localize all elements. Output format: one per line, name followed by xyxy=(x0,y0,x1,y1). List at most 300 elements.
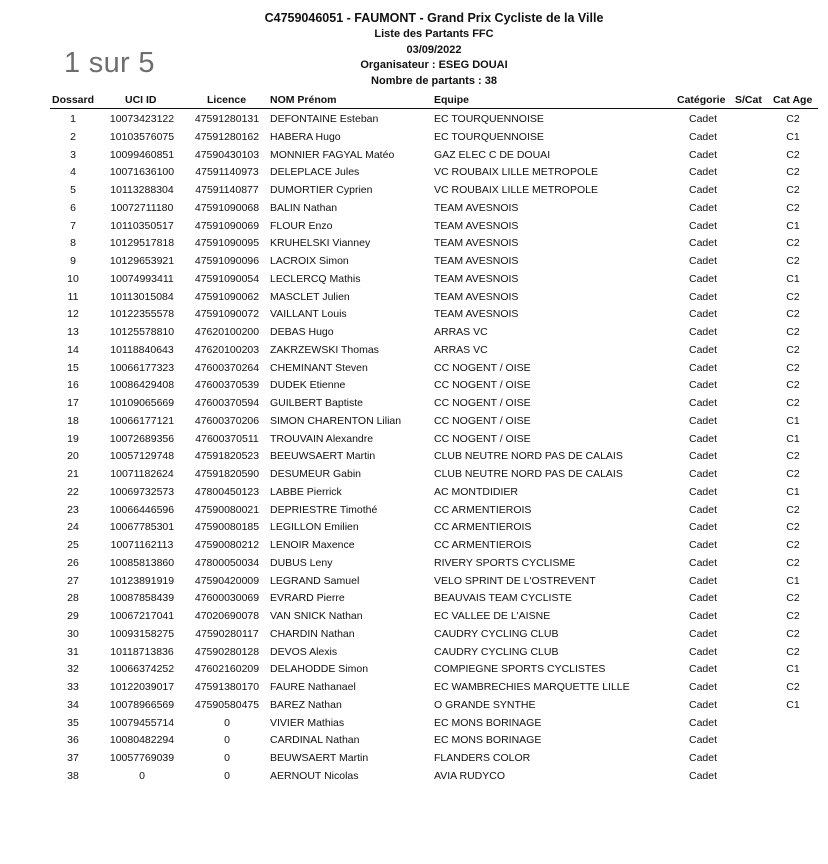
cell-uci-id: 10066374252 xyxy=(109,663,175,676)
cell-dossard: 32 xyxy=(67,663,79,676)
cell-categorie: Cadet xyxy=(688,361,718,374)
cell-uci-id: 10072711180 xyxy=(110,201,174,214)
cell-categorie: Cadet xyxy=(688,663,718,676)
cell-uci-id: 10066446596 xyxy=(109,503,175,516)
cell-equipe: AC MONTDIDIER xyxy=(434,485,518,498)
cell-cat-age: C2 xyxy=(786,255,800,267)
cell-uci-id: 10113288304 xyxy=(110,184,174,196)
table-row xyxy=(0,377,828,395)
cell-dossard: 20 xyxy=(67,450,79,463)
cell-licence: 47590080185 xyxy=(194,521,260,534)
cell-equipe: CLUB NEUTRE NORD PAS DE CALAIS xyxy=(434,468,623,480)
cell-uci-id: 10057769039 xyxy=(109,752,175,764)
cell-licence: 47600370206 xyxy=(194,414,260,427)
table-row xyxy=(0,697,828,715)
table-row xyxy=(0,360,828,378)
cell-nom: MONNIER FAGYAL Matéo xyxy=(270,148,395,161)
cell-equipe: CAUDRY CYCLING CLUB xyxy=(434,627,559,640)
cell-dossard: 14 xyxy=(67,343,79,356)
table-row xyxy=(0,147,828,165)
cell-dossard: 1 xyxy=(70,113,76,125)
cell-equipe: CLUB NEUTRE NORD PAS DE CALAIS xyxy=(434,450,623,463)
cell-dossard: 34 xyxy=(67,698,79,711)
cell-uci-id: 10078966569 xyxy=(109,698,175,711)
cell-equipe: EC TOURQUENNOISE xyxy=(434,113,544,125)
cell-licence: 47590080021 xyxy=(194,503,260,516)
cell-categorie: Cadet xyxy=(688,627,718,640)
cell-cat-age: C2 xyxy=(786,113,800,125)
cell-licence: 47800050034 xyxy=(194,556,260,569)
cell-equipe: ARRAS VC xyxy=(434,343,488,356)
cell-categorie: Cadet xyxy=(688,769,718,782)
cell-equipe: EC TOURQUENNOISE xyxy=(434,130,544,143)
table-row xyxy=(0,519,828,537)
cell-uci-id: 10129653921 xyxy=(109,255,175,267)
cell-uci-id: 10069732573 xyxy=(109,485,175,498)
cell-dossard: 10 xyxy=(67,272,79,285)
cell-nom: DEVOS Alexis xyxy=(270,645,338,658)
cell-nom: DELAHODDE Simon xyxy=(270,663,369,676)
cell-equipe: FLANDERS COLOR xyxy=(434,752,531,764)
cell-dossard: 30 xyxy=(67,627,79,640)
cell-nom: BALIN Nathan xyxy=(270,201,338,214)
cell-licence: 47620100203 xyxy=(194,343,260,356)
cell-dossard: 38 xyxy=(67,769,79,782)
column-header-equipe: Equipe xyxy=(434,94,470,106)
cell-categorie: Cadet xyxy=(688,272,718,285)
cell-licence: 47591280131 xyxy=(194,113,260,125)
cell-nom: EVRARD Pierre xyxy=(270,592,345,605)
cell-licence: 47600030069 xyxy=(194,592,260,605)
cell-licence: 47591820590 xyxy=(194,468,260,480)
cell-nom: LEGILLON Emilien xyxy=(270,521,359,534)
cell-nom: LECLERCQ Mathis xyxy=(270,272,361,285)
cell-cat-age: C2 xyxy=(786,237,800,250)
cell-categorie: Cadet xyxy=(688,184,718,196)
cell-cat-age: C1 xyxy=(786,432,800,445)
cell-dossard: 35 xyxy=(67,716,79,729)
cell-equipe: EC MONS BORINAGE xyxy=(434,716,542,729)
cell-equipe: CC NOGENT / OISE xyxy=(434,361,531,374)
cell-equipe: GAZ ELEC C DE DOUAI xyxy=(434,148,551,161)
cell-cat-age: C2 xyxy=(786,681,800,693)
cell-cat-age: C2 xyxy=(786,201,800,214)
cell-dossard: 11 xyxy=(67,290,79,303)
cell-equipe: ARRAS VC xyxy=(434,326,488,338)
cell-equipe: CC NOGENT / OISE xyxy=(434,432,531,445)
cell-uci-id: 10071162113 xyxy=(110,539,174,551)
list-subtitle: Liste des Partants FFC xyxy=(374,28,494,40)
table-row xyxy=(0,590,828,608)
cell-uci-id: 10080482294 xyxy=(109,734,175,747)
cell-categorie: Cadet xyxy=(688,432,718,445)
race-date: 03/09/2022 xyxy=(406,43,462,56)
cell-equipe: CC ARMENTIEROIS xyxy=(434,521,532,534)
cell-licence: 47600370264 xyxy=(194,361,260,374)
cell-categorie: Cadet xyxy=(688,521,718,534)
table-row xyxy=(0,200,828,218)
cell-categorie: Cadet xyxy=(688,255,718,267)
cell-licence: 47800450123 xyxy=(194,485,260,498)
cell-equipe: CC NOGENT / OISE xyxy=(434,397,531,409)
cell-categorie: Cadet xyxy=(688,610,718,622)
cell-cat-age: C2 xyxy=(786,361,800,374)
cell-uci-id: 10109065669 xyxy=(109,397,175,409)
cell-nom: FLOUR Enzo xyxy=(270,219,333,232)
table-row xyxy=(0,573,828,591)
cell-dossard: 9 xyxy=(70,255,76,267)
cell-equipe: VELO SPRINT DE L'OSTREVENT xyxy=(434,574,596,587)
cell-equipe: TEAM AVESNOIS xyxy=(434,219,519,232)
table-row xyxy=(0,768,828,786)
cell-nom: DUBUS Leny xyxy=(270,556,333,569)
cell-dossard: 26 xyxy=(67,556,79,569)
table-row xyxy=(0,324,828,342)
cell-categorie: Cadet xyxy=(688,130,718,143)
table-row xyxy=(0,129,828,147)
cell-equipe: EC MONS BORINAGE xyxy=(434,734,542,747)
table-row xyxy=(0,732,828,750)
cell-cat-age: C2 xyxy=(786,343,800,356)
cell-equipe: TEAM AVESNOIS xyxy=(434,272,519,285)
column-header-cat-age: Cat Age xyxy=(773,94,813,106)
cell-equipe: TEAM AVESNOIS xyxy=(434,201,519,214)
cell-nom: KRUHELSKI Vianney xyxy=(270,237,371,250)
cell-cat-age: C2 xyxy=(786,627,800,640)
cell-equipe: RIVERY SPORTS CYCLISME xyxy=(434,556,576,569)
cell-licence: 47591140877 xyxy=(195,184,259,196)
cell-dossard: 24 xyxy=(67,521,79,534)
cell-dossard: 21 xyxy=(67,468,79,480)
cell-categorie: Cadet xyxy=(688,166,718,179)
table-row xyxy=(0,608,828,626)
cell-categorie: Cadet xyxy=(688,237,718,250)
cell-uci-id: 10093158275 xyxy=(109,627,175,640)
cell-dossard: 4 xyxy=(70,166,76,179)
cell-uci-id: 10067217041 xyxy=(109,610,175,622)
cell-dossard: 19 xyxy=(67,432,79,445)
cell-equipe: O GRANDE SYNTHE xyxy=(434,698,536,711)
cell-equipe: CC NOGENT / OISE xyxy=(434,379,531,392)
cell-uci-id: 10072689356 xyxy=(109,432,175,445)
cell-uci-id: 10125578810 xyxy=(109,326,175,338)
cell-cat-age: C1 xyxy=(786,698,800,711)
cell-equipe: VC ROUBAIX LILLE METROPOLE xyxy=(434,184,598,196)
cell-uci-id: 10071182624 xyxy=(110,468,174,480)
cell-cat-age: C2 xyxy=(786,592,800,605)
column-header-uci-id: UCI ID xyxy=(125,94,157,106)
cell-equipe: AVIA RUDYCO xyxy=(434,769,505,782)
cell-cat-age: C2 xyxy=(786,397,800,409)
table-row xyxy=(0,484,828,502)
cell-nom: DUDEK Etienne xyxy=(270,379,346,392)
cell-categorie: Cadet xyxy=(688,468,718,480)
cell-uci-id: 10085813860 xyxy=(109,556,175,569)
cell-equipe: CC NOGENT / OISE xyxy=(434,414,531,427)
cell-categorie: Cadet xyxy=(688,645,718,658)
table-row xyxy=(0,111,828,129)
cell-cat-age: C1 xyxy=(786,272,800,285)
cell-cat-age: C1 xyxy=(786,219,800,232)
cell-dossard: 12 xyxy=(67,308,79,321)
cell-licence: 47591380170 xyxy=(194,681,260,693)
table-row xyxy=(0,182,828,200)
table-row xyxy=(0,502,828,520)
cell-dossard: 2 xyxy=(70,130,76,143)
column-header-scat: S/Cat xyxy=(735,94,762,106)
cell-dossard: 18 xyxy=(67,414,79,427)
cell-equipe: CC ARMENTIEROIS xyxy=(434,503,532,516)
cell-licence: 47600370511 xyxy=(195,432,259,445)
cell-cat-age: C1 xyxy=(786,574,800,587)
cell-uci-id: 10066177121 xyxy=(109,414,175,427)
cell-licence: 47590430103 xyxy=(194,148,260,161)
cell-uci-id: 10123891919 xyxy=(109,574,175,587)
cell-cat-age: C2 xyxy=(786,556,800,569)
table-row xyxy=(0,661,828,679)
cell-cat-age: C2 xyxy=(786,503,800,516)
cell-uci-id: 10067785301 xyxy=(109,521,175,534)
cell-dossard: 33 xyxy=(67,681,79,693)
table-row xyxy=(0,413,828,431)
cell-dossard: 5 xyxy=(70,184,76,196)
cell-licence: 47590080212 xyxy=(194,539,260,551)
cell-licence: 47591090095 xyxy=(194,237,260,250)
cell-dossard: 25 xyxy=(67,539,79,551)
cell-cat-age: C2 xyxy=(786,184,800,196)
cell-licence: 47020690078 xyxy=(194,610,260,622)
cell-licence: 0 xyxy=(224,769,230,782)
cell-nom: CHEMINANT Steven xyxy=(270,361,368,374)
cell-dossard: 13 xyxy=(67,326,79,338)
cell-uci-id: 10099460851 xyxy=(109,148,175,161)
cell-nom: BAREZ Nathan xyxy=(270,698,342,711)
cell-licence: 47591090096 xyxy=(194,255,260,267)
cell-dossard: 16 xyxy=(67,379,79,392)
cell-uci-id: 10074993411 xyxy=(110,272,174,285)
cell-nom: BEEUWSAERT Martin xyxy=(270,450,376,463)
cell-cat-age: C1 xyxy=(786,663,800,676)
cell-licence: 47591280162 xyxy=(194,130,260,143)
table-row xyxy=(0,448,828,466)
cell-nom: ZAKRZEWSKI Thomas xyxy=(270,343,379,356)
cell-uci-id: 10079455714 xyxy=(109,716,175,729)
cell-cat-age: C2 xyxy=(786,521,800,534)
cell-uci-id: 0 xyxy=(139,769,145,782)
cell-dossard: 27 xyxy=(67,574,79,587)
table-row xyxy=(0,306,828,324)
cell-uci-id: 10066177323 xyxy=(109,361,175,374)
table-row xyxy=(0,342,828,360)
cell-licence: 47591090072 xyxy=(194,308,260,321)
cell-licence: 47591820523 xyxy=(194,450,260,463)
cell-categorie: Cadet xyxy=(688,201,718,214)
cell-equipe: TEAM AVESNOIS xyxy=(434,237,519,250)
table-row xyxy=(0,431,828,449)
cell-licence: 47591090069 xyxy=(194,219,260,232)
cell-nom: MASCLET Julien xyxy=(270,290,350,303)
cell-licence: 47602160209 xyxy=(194,663,260,676)
cell-categorie: Cadet xyxy=(688,343,718,356)
cell-categorie: Cadet xyxy=(688,326,718,338)
cell-uci-id: 10057129748 xyxy=(109,450,175,463)
cell-licence: 47590580475 xyxy=(194,698,260,711)
header-rule xyxy=(50,108,818,109)
column-header-categorie: Catégorie xyxy=(677,94,726,106)
cell-dossard: 29 xyxy=(67,610,79,622)
cell-nom: CARDINAL Nathan xyxy=(270,734,360,747)
column-header-nom: NOM Prénom xyxy=(270,94,337,106)
cell-licence: 0 xyxy=(224,716,230,729)
cell-nom: HABERA Hugo xyxy=(270,130,341,143)
cell-nom: DEPRIESTRE Timothé xyxy=(270,503,378,516)
cell-categorie: Cadet xyxy=(688,698,718,711)
cell-licence: 47591140973 xyxy=(195,166,259,179)
cell-categorie: Cadet xyxy=(688,308,718,321)
cell-nom: TROUVAIN Alexandre xyxy=(270,432,374,445)
cell-uci-id: 10122039017 xyxy=(109,681,175,693)
cell-nom: DEFONTAINE Esteban xyxy=(270,113,379,125)
cell-cat-age: C2 xyxy=(786,326,800,338)
cell-cat-age: C1 xyxy=(786,130,800,143)
table-row xyxy=(0,750,828,768)
cell-licence: 47591090068 xyxy=(194,201,260,214)
cell-dossard: 37 xyxy=(67,752,79,764)
cell-cat-age: C2 xyxy=(786,468,800,480)
cell-categorie: Cadet xyxy=(688,556,718,569)
cell-equipe: CAUDRY CYCLING CLUB xyxy=(434,645,559,658)
cell-uci-id: 10118713836 xyxy=(110,645,174,658)
cell-equipe: TEAM AVESNOIS xyxy=(434,255,519,267)
cell-categorie: Cadet xyxy=(688,113,718,125)
page-indicator: 1 sur 5 xyxy=(64,47,155,79)
cell-categorie: Cadet xyxy=(688,450,718,463)
cell-nom: CHARDIN Nathan xyxy=(270,627,355,640)
table-row xyxy=(0,555,828,573)
cell-dossard: 22 xyxy=(67,485,79,498)
table-row xyxy=(0,679,828,697)
cell-uci-id: 10118840643 xyxy=(110,343,174,356)
cell-licence: 47600370594 xyxy=(194,397,260,409)
cell-cat-age: C2 xyxy=(786,645,800,658)
cell-licence: 0 xyxy=(224,734,230,747)
table-row xyxy=(0,218,828,236)
cell-licence: 47591090054 xyxy=(194,272,260,285)
cell-uci-id: 10087858439 xyxy=(109,592,175,605)
cell-nom: BEUWSAERT Martin xyxy=(270,752,369,764)
table-row xyxy=(0,715,828,733)
column-header-licence: Licence xyxy=(207,94,247,106)
cell-categorie: Cadet xyxy=(688,414,718,427)
cell-cat-age: C2 xyxy=(786,610,800,622)
cell-nom: VAN SNICK Nathan xyxy=(270,610,363,622)
cell-uci-id: 10122355578 xyxy=(109,308,175,321)
participant-count: Nombre de partants : 38 xyxy=(371,74,497,87)
cell-cat-age: C1 xyxy=(786,414,800,427)
cell-categorie: Cadet xyxy=(688,379,718,392)
cell-cat-age: C2 xyxy=(786,290,800,303)
table-row xyxy=(0,466,828,484)
cell-categorie: Cadet xyxy=(688,592,718,605)
cell-dossard: 15 xyxy=(67,361,79,374)
cell-licence: 47620100200 xyxy=(194,326,260,338)
cell-uci-id: 10086429408 xyxy=(109,379,175,392)
cell-categorie: Cadet xyxy=(688,397,718,409)
cell-cat-age: C2 xyxy=(786,539,800,551)
cell-equipe: EC WAMBRECHIES MARQUETTE LILLE xyxy=(434,681,630,693)
cell-nom: LEGRAND Samuel xyxy=(270,574,360,587)
cell-nom: GUILBERT Baptiste xyxy=(270,397,363,409)
table-row xyxy=(0,537,828,555)
table-row xyxy=(0,164,828,182)
cell-nom: SIMON CHARENTON Lilian xyxy=(270,414,402,427)
cell-licence: 47590280128 xyxy=(194,645,260,658)
table-row xyxy=(0,289,828,307)
cell-categorie: Cadet xyxy=(688,148,718,161)
cell-equipe: VC ROUBAIX LILLE METROPOLE xyxy=(434,166,598,179)
cell-cat-age: C2 xyxy=(786,166,800,179)
cell-nom: LENOIR Maxence xyxy=(270,539,355,551)
cell-licence: 47590280117 xyxy=(195,627,259,640)
cell-licence: 47590420009 xyxy=(194,574,260,587)
cell-nom: LABBE Pierrick xyxy=(270,485,342,498)
cell-dossard: 7 xyxy=(70,219,76,232)
cell-uci-id: 10129517818 xyxy=(109,237,175,250)
cell-licence: 47591090062 xyxy=(194,290,260,303)
cell-licence: 0 xyxy=(224,752,230,764)
cell-cat-age: C2 xyxy=(786,379,800,392)
cell-dossard: 6 xyxy=(70,201,76,214)
cell-nom: VAILLANT Louis xyxy=(270,308,347,321)
cell-categorie: Cadet xyxy=(688,716,718,729)
cell-cat-age: C2 xyxy=(786,450,800,463)
cell-uci-id: 10113015084 xyxy=(110,290,174,303)
table-row xyxy=(0,644,828,662)
cell-dossard: 23 xyxy=(67,503,79,516)
cell-categorie: Cadet xyxy=(688,290,718,303)
cell-cat-age: C2 xyxy=(786,308,800,321)
cell-uci-id: 10071636100 xyxy=(109,166,175,179)
race-title: C4759046051 - FAUMONT - Grand Prix Cycliste de la Ville xyxy=(264,11,604,25)
cell-dossard: 8 xyxy=(70,237,76,250)
cell-categorie: Cadet xyxy=(688,681,718,693)
cell-dossard: 3 xyxy=(70,148,76,161)
cell-cat-age: C2 xyxy=(786,148,800,161)
cell-categorie: Cadet xyxy=(688,539,718,551)
cell-categorie: Cadet xyxy=(688,574,718,587)
table-row xyxy=(0,395,828,413)
column-header-dossard: Dossard xyxy=(52,94,95,106)
table-row xyxy=(0,626,828,644)
cell-nom: DELEPLACE Jules xyxy=(270,166,360,179)
cell-nom: FAURE Nathanael xyxy=(270,681,356,693)
cell-categorie: Cadet xyxy=(688,752,718,764)
cell-categorie: Cadet xyxy=(688,219,718,232)
cell-nom: DEBAS Hugo xyxy=(270,326,334,338)
cell-dossard: 17 xyxy=(67,397,79,409)
cell-categorie: Cadet xyxy=(688,485,718,498)
cell-cat-age: C1 xyxy=(786,485,800,498)
cell-uci-id: 10103576075 xyxy=(109,130,175,143)
table-row xyxy=(0,271,828,289)
cell-dossard: 28 xyxy=(67,592,79,605)
cell-dossard: 31 xyxy=(67,645,79,658)
cell-categorie: Cadet xyxy=(688,734,718,747)
table-row xyxy=(0,253,828,271)
cell-dossard: 36 xyxy=(67,734,79,747)
cell-nom: DUMORTIER Cyprien xyxy=(270,184,373,196)
cell-equipe: TEAM AVESNOIS xyxy=(434,290,519,303)
